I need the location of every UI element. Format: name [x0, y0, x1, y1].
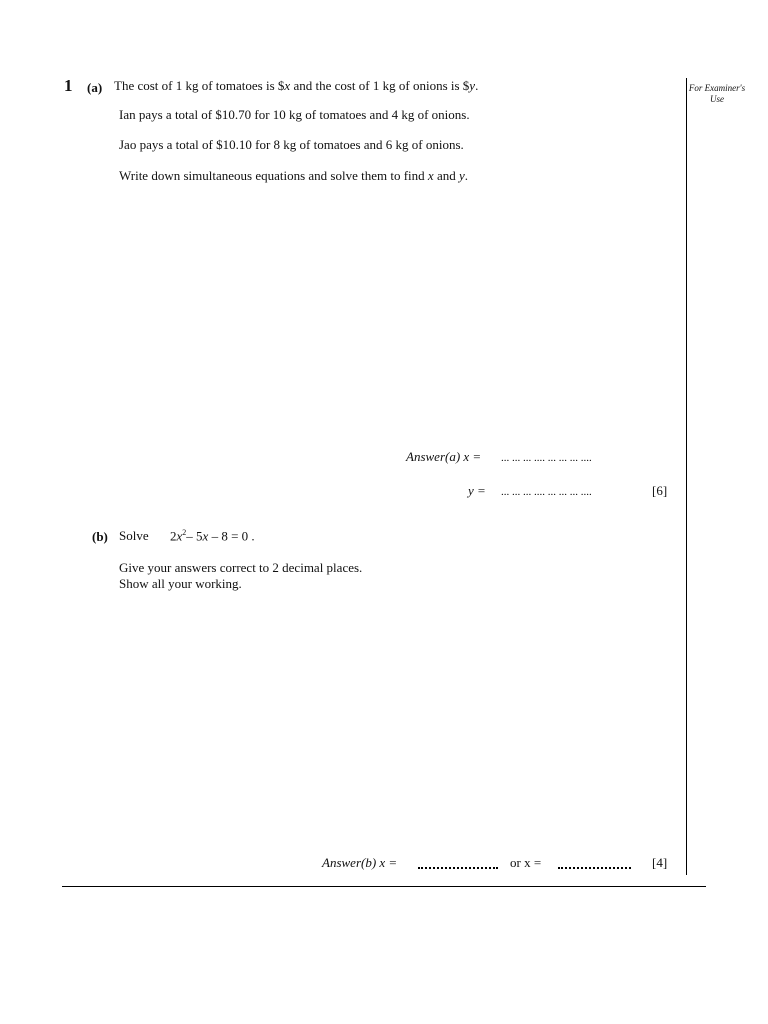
- part-a-marks: [6]: [652, 483, 668, 498]
- part-a-line-4: [119, 168, 468, 184]
- part-b-marks: [4]: [652, 855, 668, 870]
- line-text: and the cost of 1 kg of onions is $: [290, 78, 470, 93]
- variable-x: x: [284, 78, 291, 93]
- bottom-rule: [62, 886, 706, 887]
- exponent: 2: [182, 528, 187, 537]
- solve-word: Solve: [119, 528, 149, 543]
- answer-a-y-field[interactable]: ... ... ... .... ... ... ... ....: [501, 486, 592, 498]
- answer-a-y-label: y =: [468, 483, 486, 498]
- eq-part: – 5: [186, 528, 203, 544]
- part-a-line-2: Ian pays a total of $10.70 for 10 kg of tomatoes and 4 kg of onions.: [119, 107, 470, 122]
- answer-b-or-label: or x =: [510, 855, 542, 870]
- variable-y: y: [458, 168, 465, 183]
- line-text: .: [464, 168, 468, 183]
- variable-x: x: [427, 168, 434, 183]
- answer-b-field-1[interactable]: [418, 867, 498, 869]
- part-a-line-1: [114, 78, 478, 94]
- line-text: .: [475, 78, 479, 93]
- answer-b-field-2[interactable]: [558, 867, 631, 869]
- answer-a-x-label: Answer(a) x =: [406, 449, 482, 464]
- part-a-line-3: Jao pays a total of $10.10 for 8 kg of tomatoes and 6 kg of onions.: [119, 137, 464, 152]
- variable-x: x: [176, 528, 183, 544]
- variable-x: x: [202, 528, 209, 544]
- quadratic-equation: [170, 528, 255, 544]
- part-a-label: (a): [87, 80, 103, 95]
- eq-part: 2: [170, 528, 177, 544]
- question-number: 1: [64, 76, 73, 95]
- examiner-use-label: For Examiner's Use: [688, 83, 746, 104]
- line-text: The cost of 1 kg of tomatoes is $: [114, 78, 285, 93]
- part-b-instruction-1: Give your answers correct to 2 decimal places.: [119, 560, 363, 575]
- margin-rule: [686, 78, 687, 875]
- variable-y: y: [469, 78, 476, 93]
- eq-part: – 8 = 0 .: [208, 528, 255, 544]
- answer-a-x-field[interactable]: ... ... ... .... ... ... ... ....: [501, 452, 592, 464]
- part-b-instruction-2: Show all your working.: [119, 576, 242, 591]
- line-text: and: [433, 168, 459, 183]
- part-b-label: (b): [92, 529, 108, 544]
- line-text: Write down simultaneous equations and solve them to find: [119, 168, 428, 183]
- answer-b-label: Answer(b) x =: [322, 855, 398, 870]
